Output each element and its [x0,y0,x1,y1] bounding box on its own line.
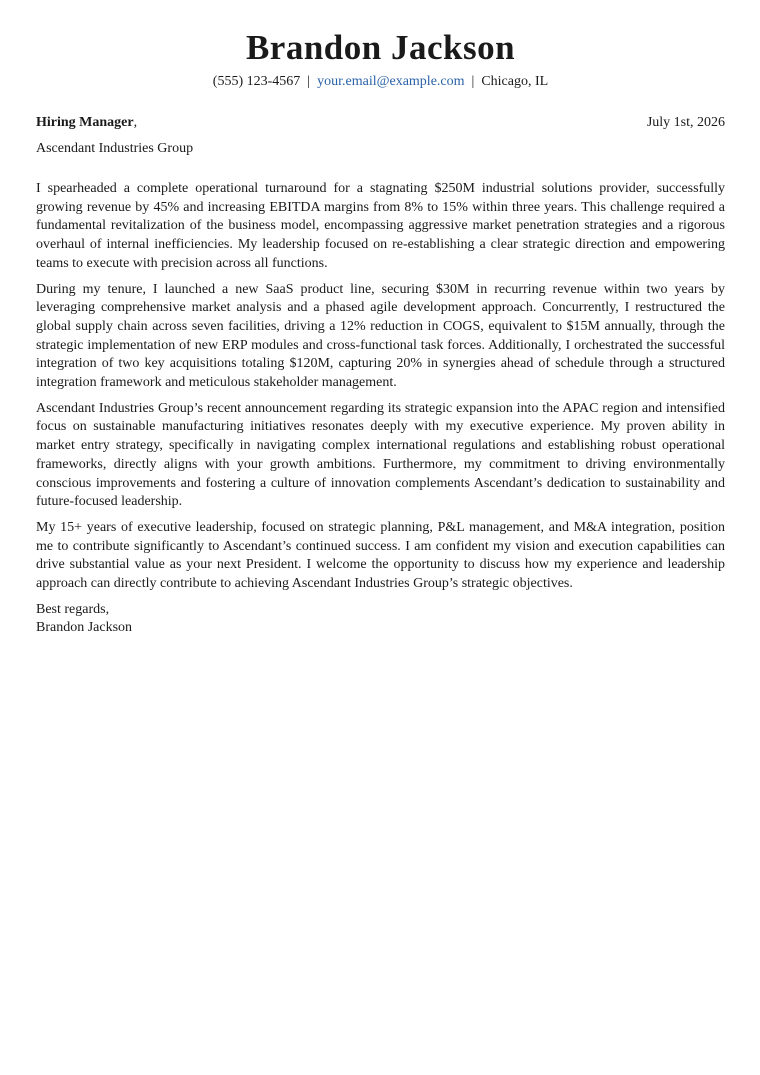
recipient-title-text: Hiring Manager [36,115,134,130]
letter-closing [36,601,725,638]
body-paragraph-3: Ascendant Industries Group’s recent announcement regarding its strategic expansion into the APAC region and intensified focus on sustainable manufacturing initiatives resonates deeply with my executive experience. My proven ability in market entry strategy, specifically in navigating complex international regulations and establishing robust operational frameworks, directly aligns with your growth ambitions. Furthermore, my commitment to driving environmentally conscious improvements and fostering a culture of innovation complements Ascendant’s dedication to sustainability and future-focused leadership. [36,400,725,510]
closing-salutation: Best regards, [36,601,110,617]
contact-separator: | [471,74,475,89]
phone-number: (555) 123-4567 [212,74,301,89]
letter-date: July 1st, 2026 [646,115,725,130]
applicant-name: Brandon Jackson [245,28,516,67]
email-link[interactable]: your.email@example.com [317,74,465,89]
signature-name: Brandon Jackson [36,620,133,636]
recipient-company: Ascendant Industries Group [36,141,194,156]
recipient-title [36,114,137,132]
body-paragraph-2: During my tenure, I launched a new SaaS product line, securing $30M in recurring revenue within two years by leveraging comprehensive market analysis and a phased agile development approach. Concurrently, I restructured the global supply chain across seven facilities, driving a 12% reduction in COGS, equivalent to $15M annually, through the strategic implementation of new ERP modules and cross-functional task forces. Additionally, I orchestrated the successful integration of two key acquisitions totaling $120M, capturing 20% in synergies ahead of schedule through a structured integration framework and meticulous stakeholder management. [36,281,725,391]
contact-line [36,73,725,91]
body-paragraph-1: I spearheaded a complete operational turnaround for a stagnating $250M industrial solutions provider, successfully growing revenue by 45% and increasing EBITDA margins from 8% to 15% within three years. This challenge required a fundamental revitalization of the business model, encompassing aggressive market penetration strategies and a rigorous overhaul of internal inefficiencies. My leadership focused on re-establishing a clear strategic direction and empowering teams to execute with precision across all functions. [36,181,725,271]
body-paragraph-4: My 15+ years of executive leadership, focused on strategic planning, P&L management, and M&A integration, position me to contribute significantly to Ascendant’s continued success. I am confident my vision and execution capabilities can drive substantial value as your next President. I welcome the opportunity to discuss how my experience and leadership approach can directly contribute to achieving Ascendant Industries Group’s strategic objectives. [36,519,725,592]
location: Chicago, IL [481,74,549,89]
recipient-title-comma: , [133,115,138,130]
letter-body [36,180,725,638]
contact-separator: | [307,74,311,89]
